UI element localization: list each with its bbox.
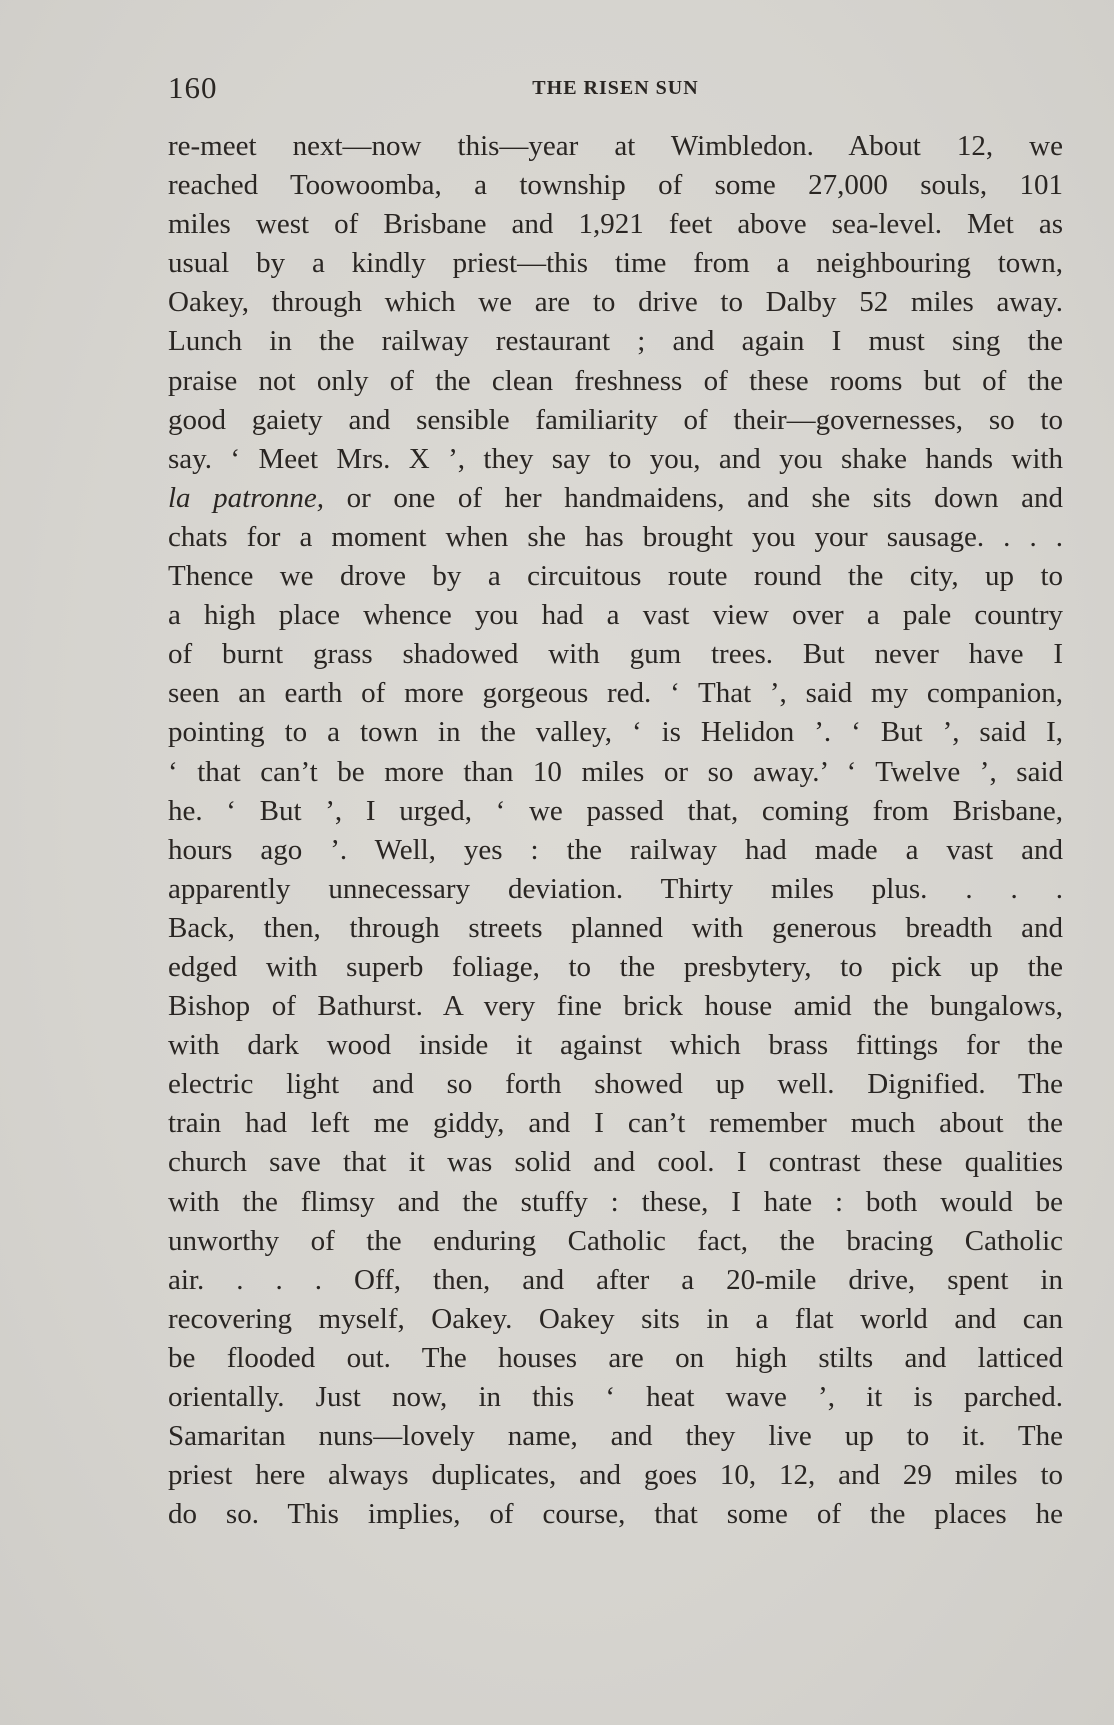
text-line: be flooded out. The houses are on high stilts and latticed xyxy=(168,1341,1063,1374)
text-line: do so. This implies, of course, that some of the places he xyxy=(168,1498,1063,1531)
text-line: train had left me giddy, and I can’t remember much about the xyxy=(168,1107,1063,1140)
text-line: unworthy of the enduring Catholic fact, the bracing Catholic xyxy=(168,1224,1063,1257)
text-line: edged with superb foliage, to the presbytery, to pick up the xyxy=(168,950,1063,983)
text-line: priest here always duplicates, and goes 10, 12, and 29 miles to xyxy=(168,1459,1063,1492)
running-head: THE RISEN SUN xyxy=(532,77,699,99)
italic-phrase: la patronne, xyxy=(168,481,325,514)
text-line: with the flimsy and the stuffy : these, I hate : both would be xyxy=(168,1185,1063,1218)
text-line: re-meet next—now this—year at Wimbledon. About 12, we xyxy=(168,130,1063,162)
text-line: good gaiety and sensible familiarity of their—governesses, so to xyxy=(168,403,1063,436)
text-line: of burnt grass shadowed with gum trees. But never have I xyxy=(168,638,1063,671)
text-line: usual by a kindly priest—this time from a neighbouring town, xyxy=(168,247,1063,280)
text-line: he. ‘ But ’, I urged, ‘ we passed that, coming from Brisbane, xyxy=(168,794,1063,827)
text-line: pointing to a town in the valley, ‘ is Helidon ’. ‘ But ’, said I, xyxy=(168,716,1063,749)
text-line: recovering myself, Oakey. Oakey sits in a flat world and can xyxy=(168,1302,1063,1335)
text-line: ‘ that can’t be more than 10 miles or so away.’ ‘ Twelve ’, said xyxy=(168,755,1063,788)
text-line: Lunch in the railway restaurant ; and again I must sing the xyxy=(168,325,1063,358)
text-line-rest: or one of her handmaidens, and she sits down and xyxy=(324,481,1063,514)
text-line-mixed xyxy=(168,479,1063,518)
page-header xyxy=(168,70,1063,110)
text-line: electric light and so forth showed up well. Dignified. The xyxy=(168,1068,1063,1101)
text-line: Bishop of Bathurst. A very fine brick house amid the bungalows, xyxy=(168,990,1063,1023)
text-line: miles west of Brisbane and 1,921 feet above sea-level. Met as xyxy=(168,208,1063,241)
text-line: Oakey, through which we are to drive to Dalby 52 miles away. xyxy=(168,286,1063,319)
text-line: Samaritan nuns—lovely name, and they live up to it. The xyxy=(168,1420,1063,1453)
text-line: Back, then, through streets planned with generous breadth and xyxy=(168,911,1063,944)
text-line: praise not only of the clean freshness of these rooms but of the xyxy=(168,364,1063,397)
text-line: Thence we drove by a circuitous route round the city, up to xyxy=(168,560,1063,593)
text-line: chats for a moment when she has brought you your sausage. . . . xyxy=(168,520,1063,553)
text-line: seen an earth of more gorgeous red. ‘ That ’, said my companion, xyxy=(168,677,1063,710)
text-line: hours ago ’. Well, yes : the railway had made a vast and xyxy=(168,833,1063,866)
text-line: orientally. Just now, in this ‘ heat wave ’, it is parched. xyxy=(168,1381,1063,1413)
text-line: with dark wood inside it against which brass fittings for the xyxy=(168,1029,1063,1062)
body-text xyxy=(168,127,1063,1534)
text-line: apparently unnecessary deviation. Thirty miles plus. . . . xyxy=(168,872,1063,905)
text-line: a high place whence you had a vast view over a pale country xyxy=(168,599,1063,632)
text-line: reached Toowoomba, a township of some 27,000 souls, 101 xyxy=(168,169,1063,202)
page-number: 160 xyxy=(168,70,218,105)
text-line: church save that it was solid and cool. I contrast these qualities xyxy=(168,1146,1063,1179)
text-line: say. ‘ Meet Mrs. X ’, they say to you, and you shake hands with xyxy=(168,442,1063,475)
text-line: air. . . . Off, then, and after a 20-mile drive, spent in xyxy=(168,1263,1063,1296)
